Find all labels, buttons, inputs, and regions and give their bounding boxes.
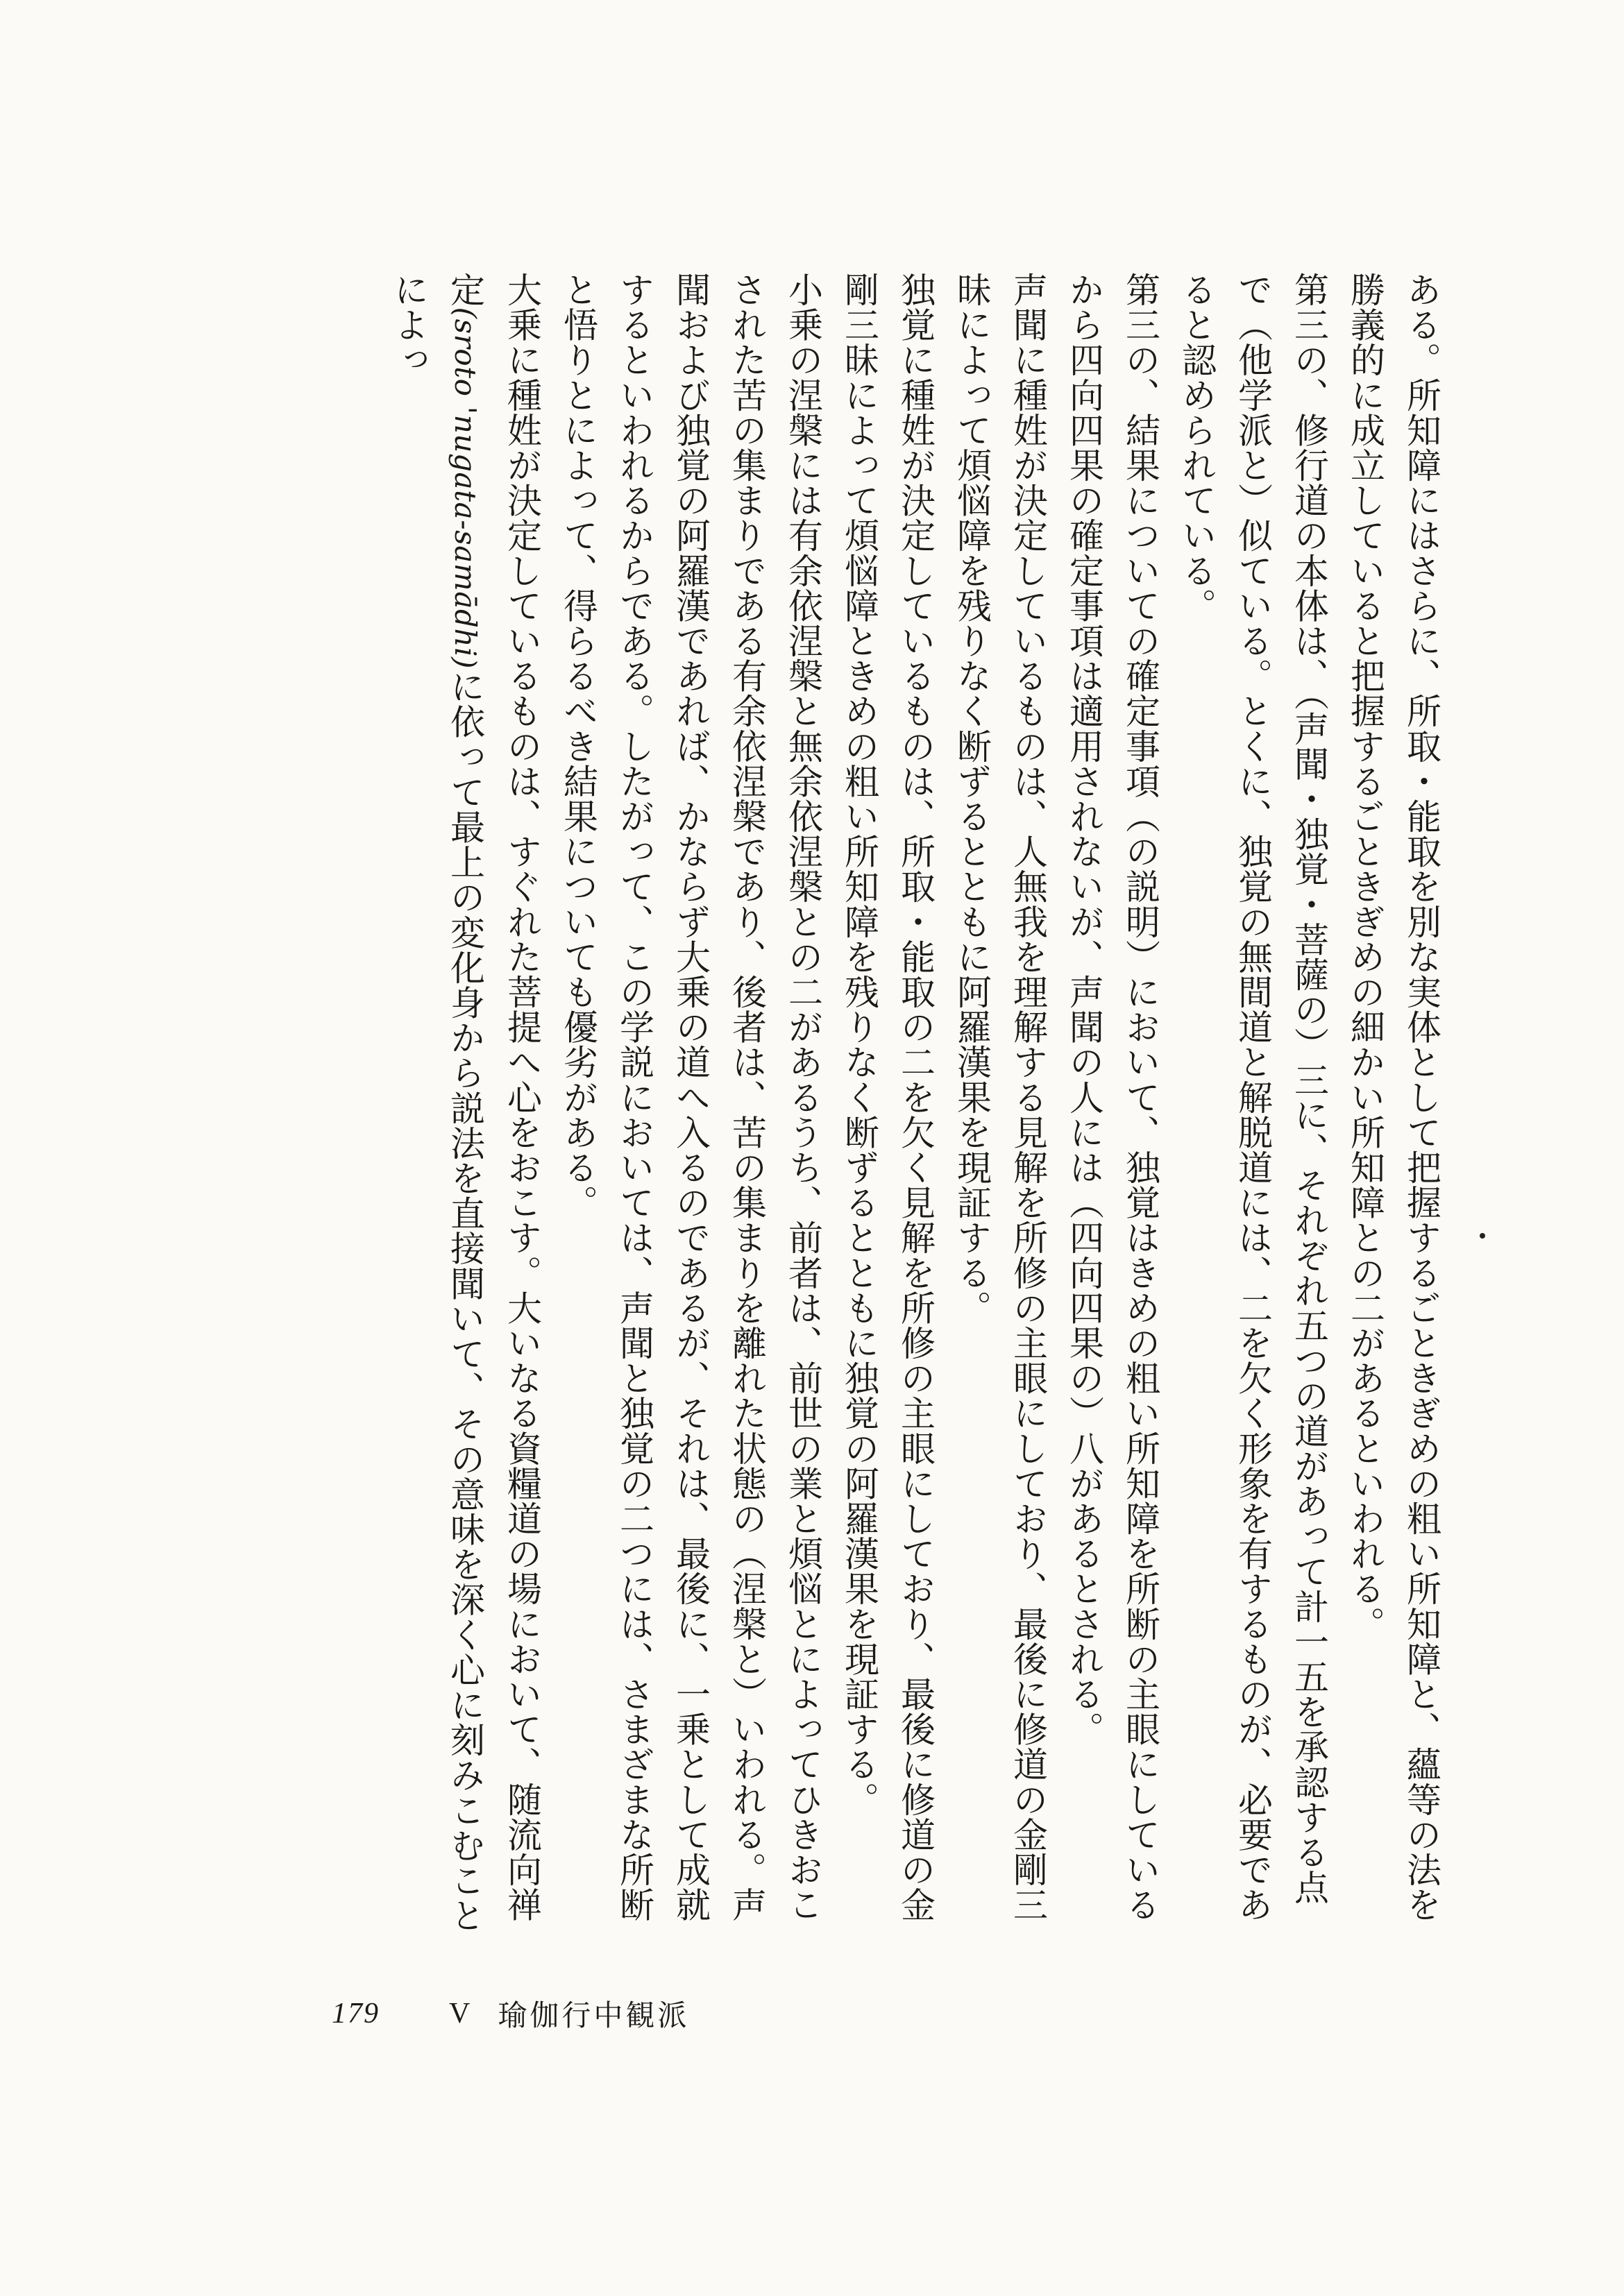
- paragraph: 独覚に種姓が決定しているものは、所取・能取の二を欠く見解を所修の主眼にしており、最後に修道の金剛三昧によって煩悩障ときめの粗い所知障を残りなく断ずるとともに独覚の阿羅漢果を現証する。: [839, 272, 936, 1923]
- paragraph: 第三の、修行道の本体は、（声聞・独覚・菩薩の）三に、それぞれ五つの道があって計一五を承認する点で（他学派と）似ている。とくに、独覚の無間道と解脱道には、二を欠く形象を有するものが、必要であると認められている。: [1176, 272, 1329, 1923]
- paragraph-last-text-after: に依って最上の変化身から説法を直接聞いて、その意味を深く心に刻みこむことによっ: [389, 272, 485, 1933]
- romanized-term: (sroto 'nugata-samādhi): [448, 307, 482, 670]
- section-numeral: V: [449, 1998, 471, 2030]
- paragraph: ある。所知障にはさらに、所取・能取を別な実体として把握するごときぎめの粗い所知障と、蘊等の法を勝義的に成立していると把握するごときぎめの細かい所知障との二があるといわれる。: [1345, 272, 1441, 1923]
- paragraph: 小乗の涅槃には有余依涅槃と無余依涅槃との二があるうち、前者は、前世の業と煩悩とによってひきおこされた苦の集まりである有余依涅槃であり、後者は、苦の集まりを離れた状態の（涅槃と）いわれる。声聞および独覚の阿羅漢であれば、かならず大乗の道へ入るのであるが、それは、最後に、一乗として成就するといわれるからである。したがって、この学説においては、声聞と独覚の二つには、さまざまな所断と悟りとによって、得らるべき結果についても優劣がある。: [558, 272, 823, 1923]
- paragraph-last-text-before: 大乗に種姓が決定しているものは、すぐれた菩提へ心をおこす。大いなる資糧道の場において、随流向禅定: [445, 272, 542, 1923]
- paragraph-last: [380, 272, 550, 1937]
- page-footer: [332, 1986, 689, 2041]
- page-number: 179: [332, 1998, 380, 2030]
- body-text: [242, 272, 1449, 1937]
- paragraph: 声聞に種姓が決定しているものは、人無我を理解する見解を所修の主眼にしており、最後に修道の金剛三昧によって煩悩障を残りなく断ずるとともに阿羅漢果を現証する。: [951, 272, 1048, 1923]
- section-title: 瑜伽行中観派: [498, 1998, 690, 2032]
- print-speck: [1480, 1233, 1485, 1239]
- paragraph: 第三の、結果についての確定事項（の説明）において、独覚はきめの粗い所知障を所断の主眼にしているから四向四果の確定事項は適用されないが、声聞の人には（四向四果の）八があるとされる。: [1064, 272, 1160, 1923]
